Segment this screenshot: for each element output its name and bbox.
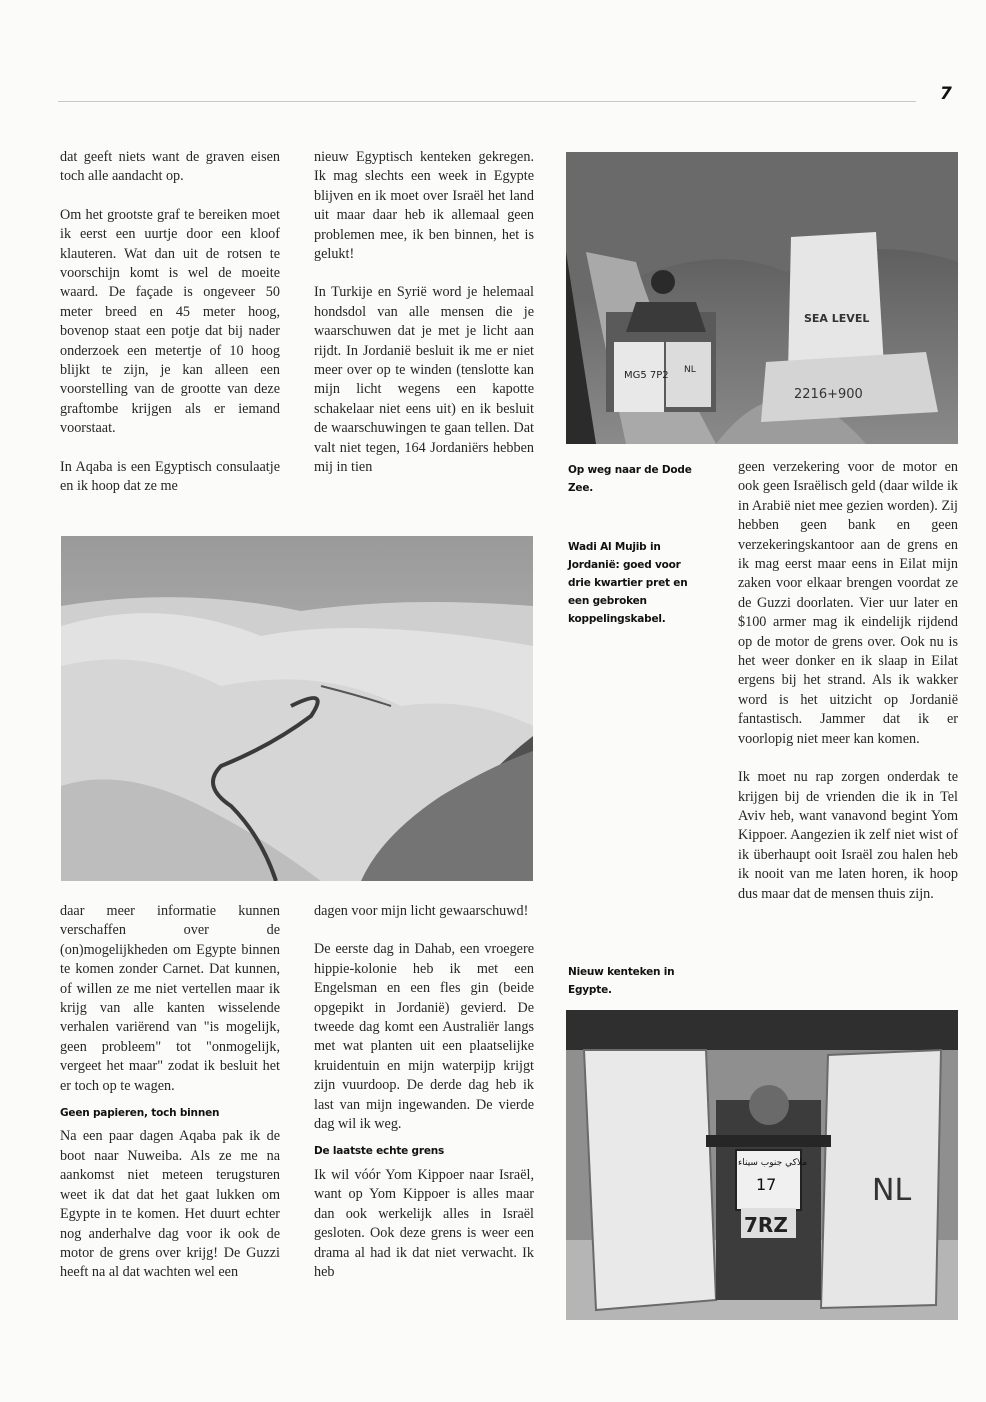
header-rule [58, 101, 916, 102]
caption-plate: Nieuw kenteken in Egypte. [568, 966, 675, 996]
page-number: 7 [940, 84, 952, 104]
nl-big-text: NL [872, 1173, 912, 1208]
paragraph: Ik moet nu rap zorgen onderdak te krijgen bij de vrienden die ik in Tel Aviv heb, want vanavond begint Yom Kippoer. Aangezien ik zelf niet wist of ik überhaupt ooit Israël zou halen heb ik nooit van me laten horen, ik hoop dus maar dat de mensen thuis zijn. [738, 769, 958, 902]
paragraph: In Turkije en Syrië word je helemaal hondsdol van alle mensen die je waarschuwen dat je met je licht aan rijdt. In Jordanië besluit ik me er niet meer over op te winden (tenslotte kan mijn licht wegens een kapotte schakelaar niet eens uit) en ik besluit de waarschuwingen te gaan tellen. Dat valt niet tegen, 164 Jordaniërs hebben mij in tien [314, 284, 534, 476]
paragraph: geen verzekering voor de motor en ook geen Israëlisch geld (daar wilde ik in Arabië niet mee gezien worden). Zij hebben geen bank en geen verzekeringskantoor aan de grens en ik mag eerst maar eens in Eilat mijn zaken voor elkaar brengen voordat ze de Guzzi doorlaten. Vier uur later en $100 armer mag ik eindelijk rijdend op de motor de grens over. Ook nu is het weer donker en ik slaap in Eilat ergens bij het strand. Als ik wakker word is het uitzicht op Jordanië fantastisch. Jammer dat ik er voorlopig niet meer kan komen. [738, 459, 958, 747]
section-heading: De laatste echte grens [314, 1145, 445, 1158]
paragraph: In Aqaba is een Egyptisch consulaatje en ik hoop dat ze me [60, 458, 280, 495]
paragraph: nieuw Egyptisch kenteken gekregen. Ik mag slechts een week in Egypte blijven en ik moet over Israël het land uit maar daar heb ik allemaal geen problemen mee, ik ben binnen, het is gelukt! [314, 149, 534, 263]
column-1-top [60, 148, 280, 516]
photo-wadi-al-mujib [61, 536, 533, 881]
paragraph: dat geeft niets want de graven eisen toch alle aandacht op. [60, 149, 280, 185]
sea-level-text: SEA LEVEL [804, 312, 870, 325]
moto-plate-text: MG5 7P2 [624, 370, 669, 381]
paragraph: Om het grootste graf te bereiken moet ik eerst een uurtje door een kloof klauteren. Wat dan uit de rotsen te voorschijn komt is wel de moeite waard. De façade is ongeveer 50 meter breed en 45 meter hoog, bovenop staat een potje dat bij nader onderzoek een metertje of 10 hoog blijkt te zijn, je kan alleen een voorstelling van de grootte van deze graftombe krijgen als er iemand voorstaat. [60, 206, 280, 437]
nl-sticker-text: NL [684, 365, 696, 375]
paragraph: dagen voor mijn licht gewaarschuwd! [314, 903, 529, 919]
marker-number-text: 2216+900 [794, 387, 863, 402]
paragraph: daar meer informatie kunnen verschaffen over de (on)mogelijkheden om Egypte binnen te komen zonder Carnet. Dat kunnen, of willen ze me niet vertellen maar ik krijg van alle kanten wisselende verhalen variërend van "is mogelijk, geen probleem" tot "onmogelijk, vergeet het maar" zodat ik besluit het er toch op te wagen. [60, 903, 280, 1094]
arabic-plate-text: ملاكي جنوب سيناء [738, 1158, 808, 1168]
section-heading: Geen papieren, toch binnen [60, 1107, 220, 1120]
plate-number-text: 17 [756, 1175, 777, 1194]
paragraph: De eerste dag in Dahab, een vroegere hippie-kolonie heb ik met een Engelsman en een fles gin (beide opgepikt in Jordanië) gevierd. De tweede dag komt een Australiër langs met wat planten uit een plaatselijke kruidentuin en mijn waterpijp krijgt zijn vuurdoop. De derde dag heb ik last van mijn ingewanden. De vierde dag wil ik weg. [314, 941, 534, 1133]
photo-egyptian-plate [566, 1010, 958, 1320]
paragraph: Na een paar dagen Aqaba pak ik de boot naar Nuweiba. Als ze me na aankomst niet meteen terugsturen weet ik dat dat het gaat lukken om Egypte in te komen. Het duurt echter nog anderhalve dag voor ik ook de motor de grens over krijg! De Guzzi heeft na al dat wachten wel een [60, 1128, 280, 1281]
plate-letters-text: 7RZ [744, 1213, 788, 1237]
caption-dead-sea: Op weg naar de Dode Zee. [568, 464, 692, 494]
column-1-bottom [60, 902, 280, 1302]
column-4 [738, 458, 958, 923]
column-2-bottom [314, 902, 534, 1301]
caption-wadi: Wadi Al Mujib in Jordanië: goed voor drie kwartier pret en een gebroken koppelingskabel. [568, 541, 688, 625]
photo-sea-level-marker [566, 152, 958, 444]
column-2-top [314, 148, 534, 497]
paragraph: Ik wil vóór Yom Kippoer naar Israël, want op Yom Kippoer is alles maar dan ook werkelijk alles in Israël gesloten. Ook deze grens is weer een drama al had ik dat niet verwacht. Ik heb [314, 1166, 534, 1280]
